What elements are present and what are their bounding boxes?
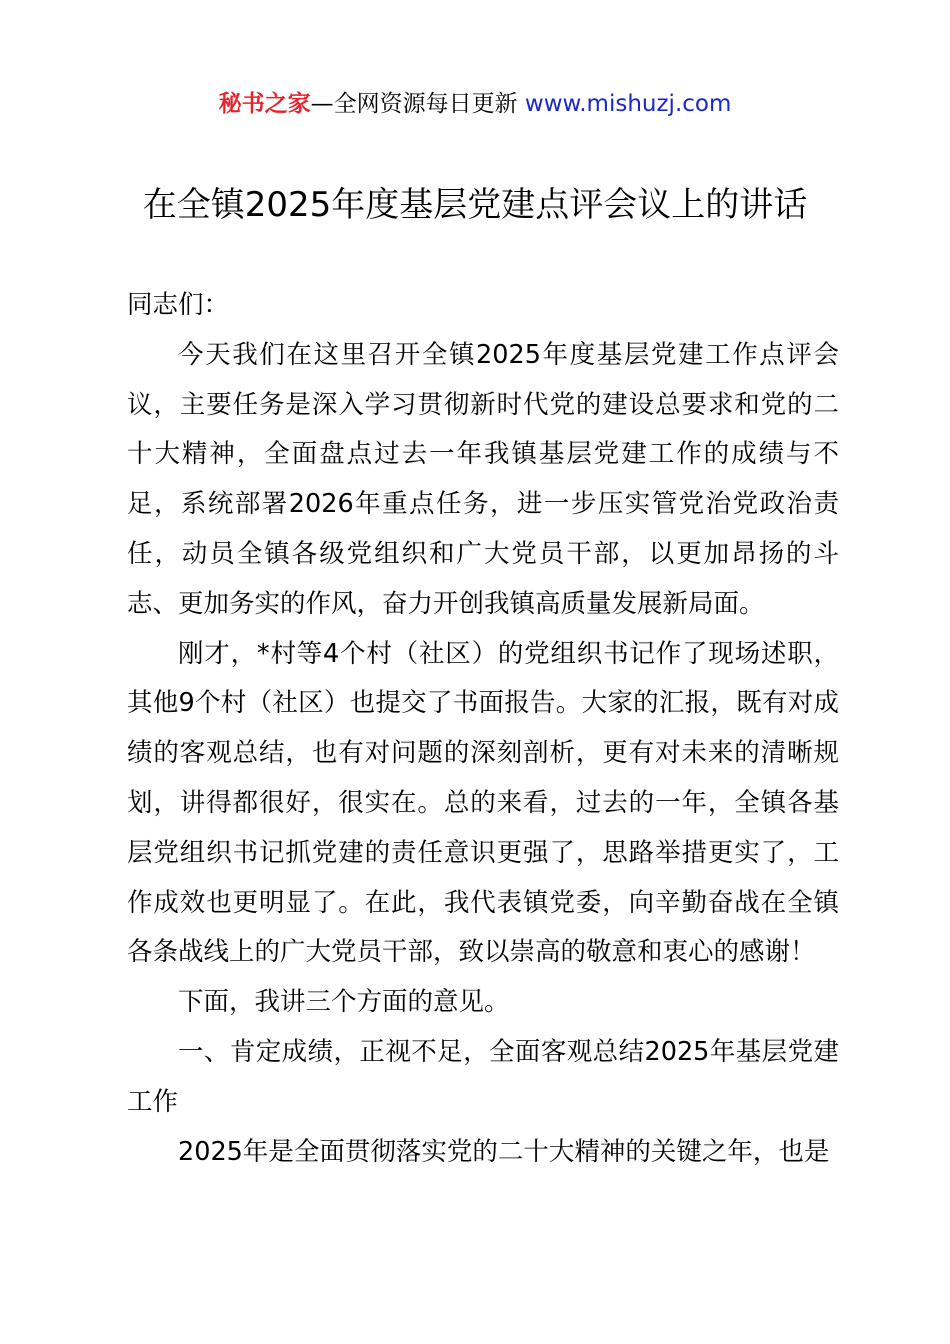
- paragraph-reports: 刚才，*村等4个村（社区）的党组织书记作了现场述职，其他9个村（社区）也提交了书面报告。大家的汇报，既有对成绩的客观总结，也有对问题的深刻剖析，更有对未来的清晰规划，讲得都很好，很实在。总的来看，过去的一年，全镇各基层党组织书记抓党建的责任意识更强了，思路举措更实了，工作成效也更明显了。在此，我代表镇党委，向辛勤奋战在全镇各条战线上的广大党员干部，致以崇高的敬意和衷心的感谢！: [127, 638, 839, 968]
- brand-name: 秘书之家: [218, 91, 311, 117]
- document-title: 在全镇2025年度基层党建点评会议上的讲话: [142, 185, 808, 225]
- document-body: [127, 281, 839, 1177]
- paragraph-section-1: 2025年是全面贯彻落实党的二十大精神的关键之年，也是: [178, 1136, 830, 1167]
- header-slogan: —全网资源每日更新: [310, 91, 518, 117]
- paragraph-outline: 下面，我讲三个方面的意见。: [178, 987, 510, 1018]
- paragraph-intro: 今天我们在这里召开全镇2025年度基层党建工作点评会议，主要任务是深入学习贯彻新时代党的建设总要求和党的二十大精神，全面盘点过去一年我镇基层党建工作的成绩与不足，系统部署2026年重点任务，进一步压实管党治党政治责任，动员全镇各级党组织和广大党员干部，以更加昂扬的斗志、更加务实的作风，奋力开创我镇高质量发展新局面。: [127, 339, 839, 619]
- salutation: 同志们：: [127, 290, 230, 320]
- section-heading-1: 一、肯定成绩，正视不足，全面客观总结2025年基层党建工作: [127, 1036, 839, 1117]
- site-url-link[interactable]: www.mishuzj.com: [524, 91, 732, 117]
- site-header: [0, 86, 950, 122]
